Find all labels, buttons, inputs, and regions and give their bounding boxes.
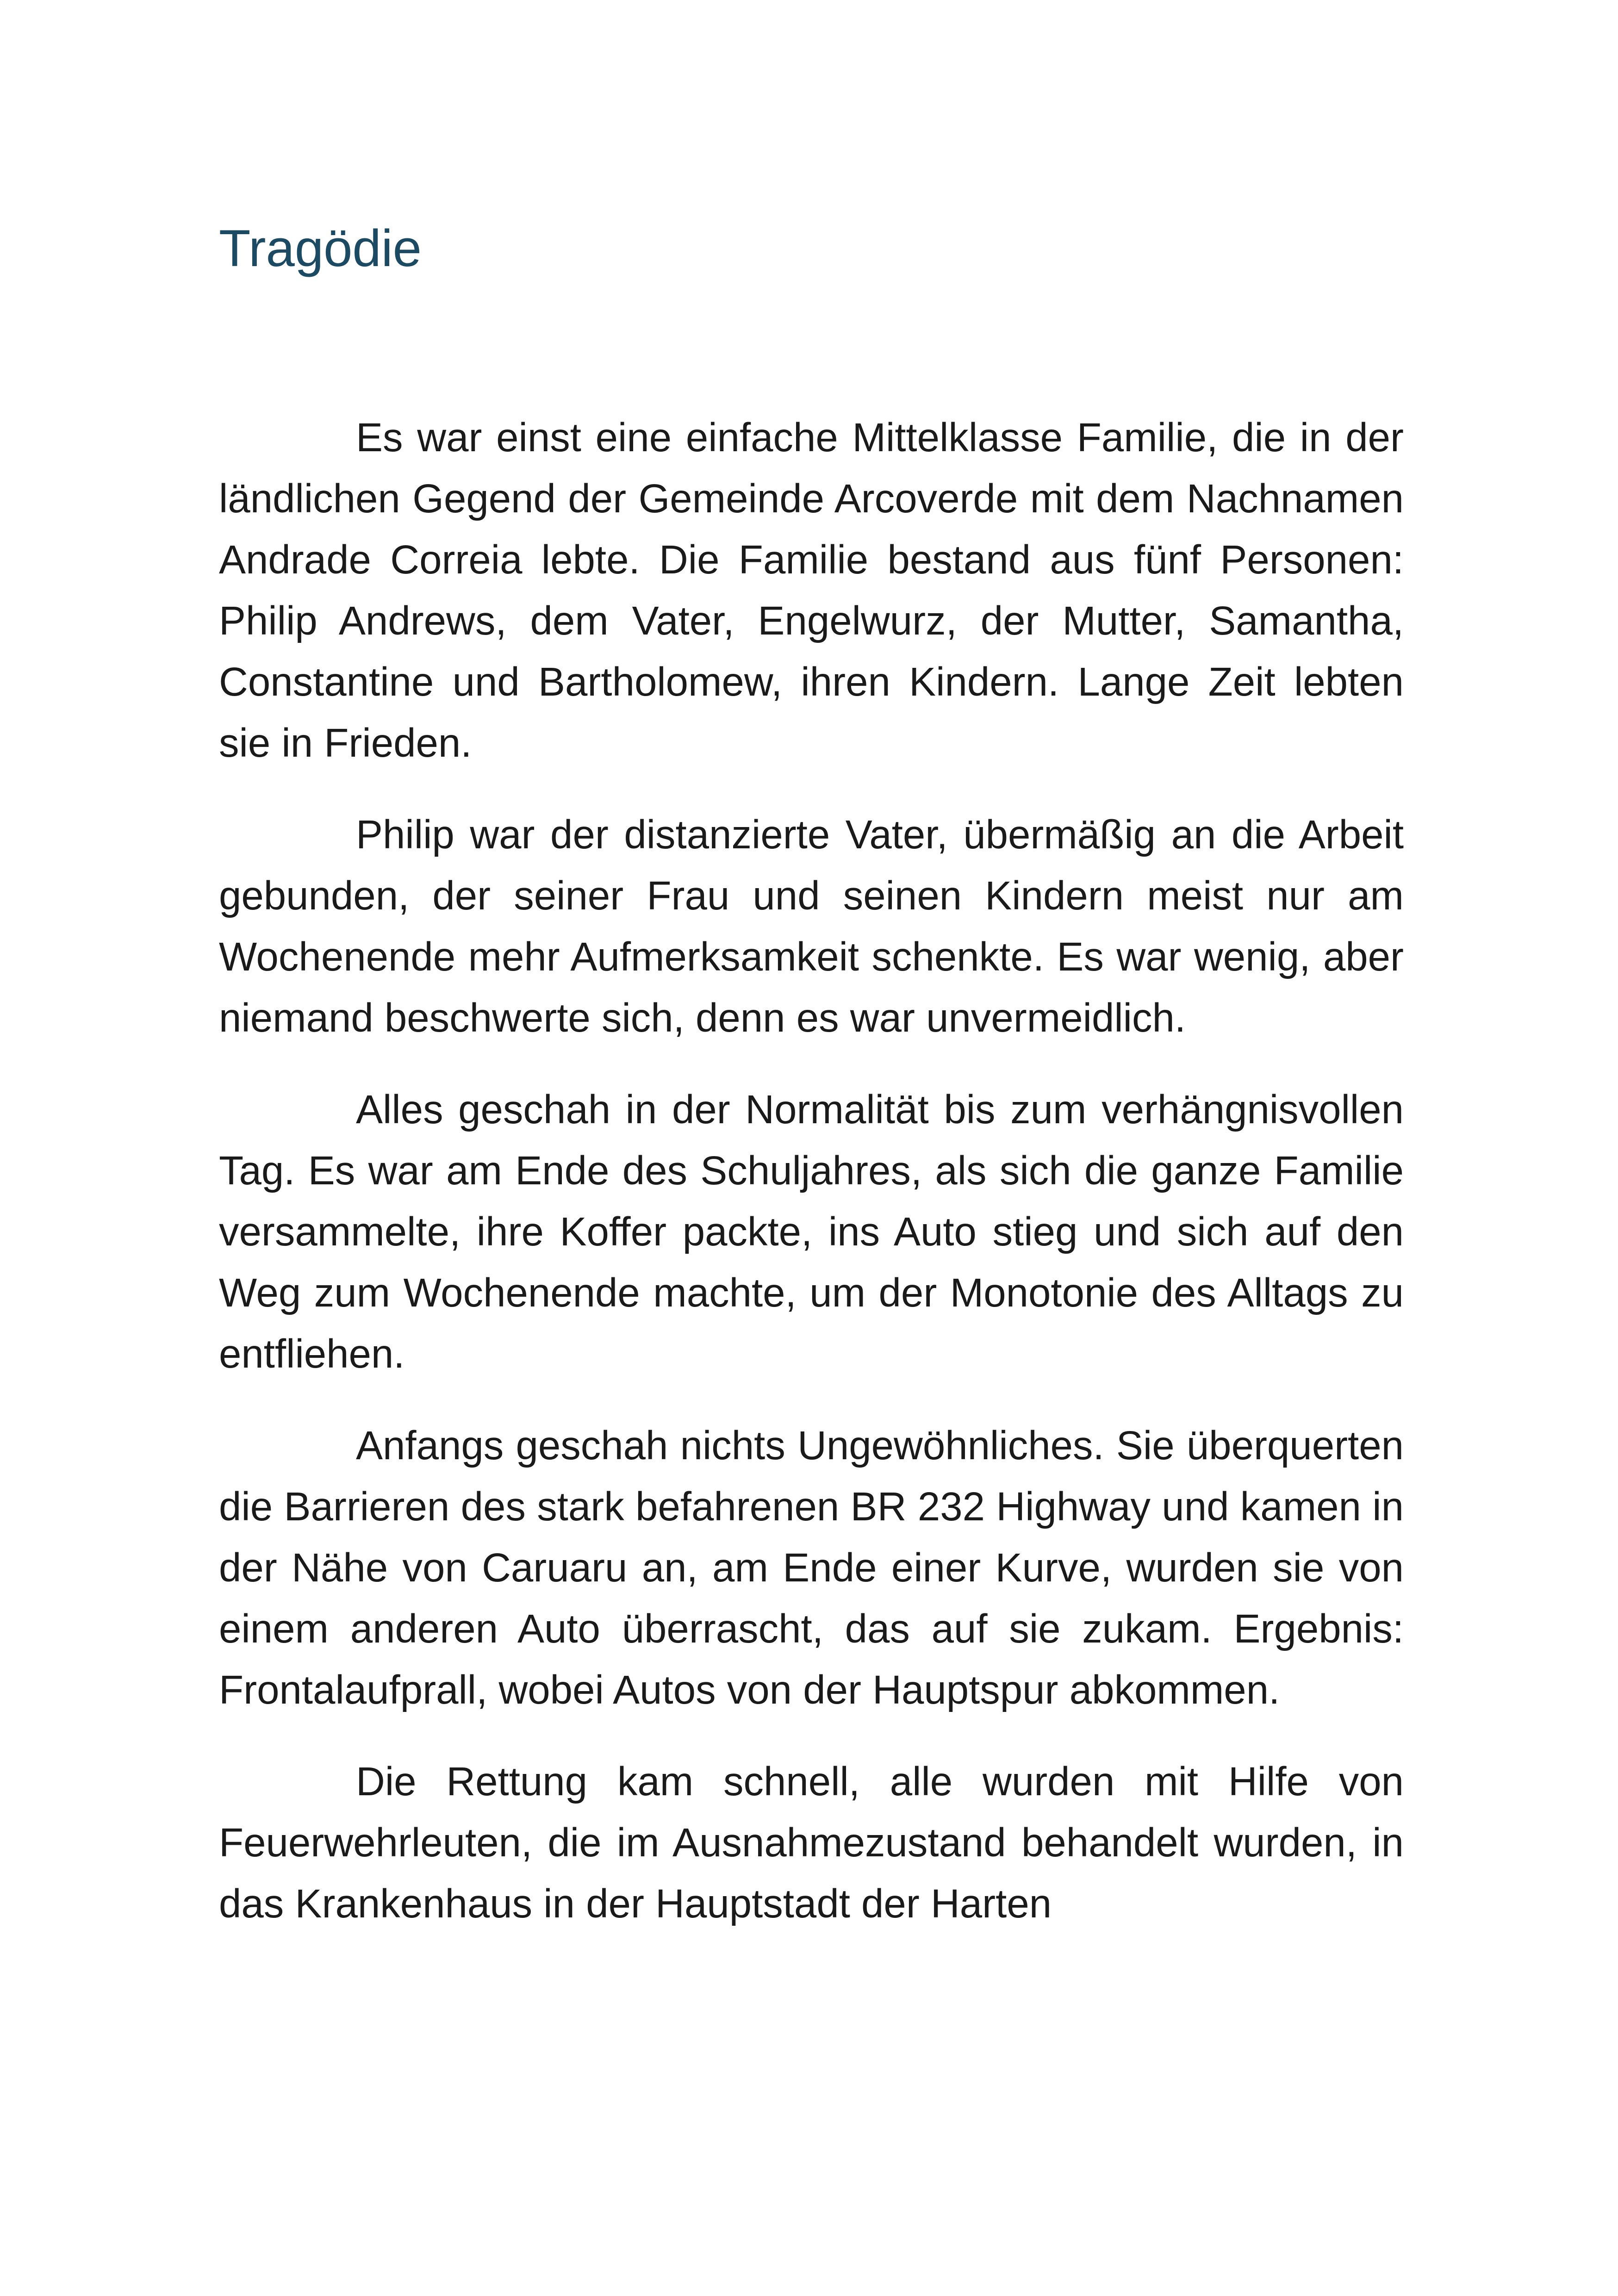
paragraph-2: Philip war der distanzierte Vater, übermäßig an die Arbeit gebunden, der seiner Frau und seinen Kindern meist nur am Wochenende mehr Aufmerksamkeit schenkte. Es war wenig, aber niemand beschwerte sich, denn es war unvermeidlich. (219, 812, 1404, 1040)
paragraph-3: Alles geschah in der Normalität bis zum verhängnisvollen Tag. Es war am Ende des Schuljahres, als sich die ganze Familie versammelte, ihre Koffer packte, ins Auto stieg und sich auf den Weg zum Wochenende machte, um der Monotonie des Alltags zu entfliehen. (219, 1087, 1404, 1376)
body-text (219, 407, 1404, 1965)
paragraph-4: Anfangs geschah nichts Ungewöhnliches. Sie überquerten die Barrieren des stark befahrenen BR 232 Highway und kamen in der Nähe von Caruaru an, am Ende einer Kurve, wurden sie von einem anderen Auto überrascht, das auf sie zukam. Ergebnis: Frontalaufprall, wobei Autos von der Hauptspur abkommen. (219, 1423, 1404, 1712)
paragraph-1: Es war einst eine einfache Mittelklasse Familie, die in der ländlichen Gegend der Gemeinde Arcoverde mit dem Nachnamen Andrade Correia lebte. Die Familie bestand aus fünf Personen: Philip Andrews, dem Vater, Engelwurz, der Mutter, Samantha, Constantine und Bartholomew, ihren Kindern. Lange Zeit lebten sie in Frieden. (219, 415, 1404, 765)
chapter-title: Tragödie (219, 219, 422, 277)
paragraph-5: Die Rettung kam schnell, alle wurden mit Hilfe von Feuerwehrleuten, die im Ausnahmezustand behandelt wurden, in das Krankenhaus in der Hauptstadt der Harten (219, 1759, 1404, 1926)
